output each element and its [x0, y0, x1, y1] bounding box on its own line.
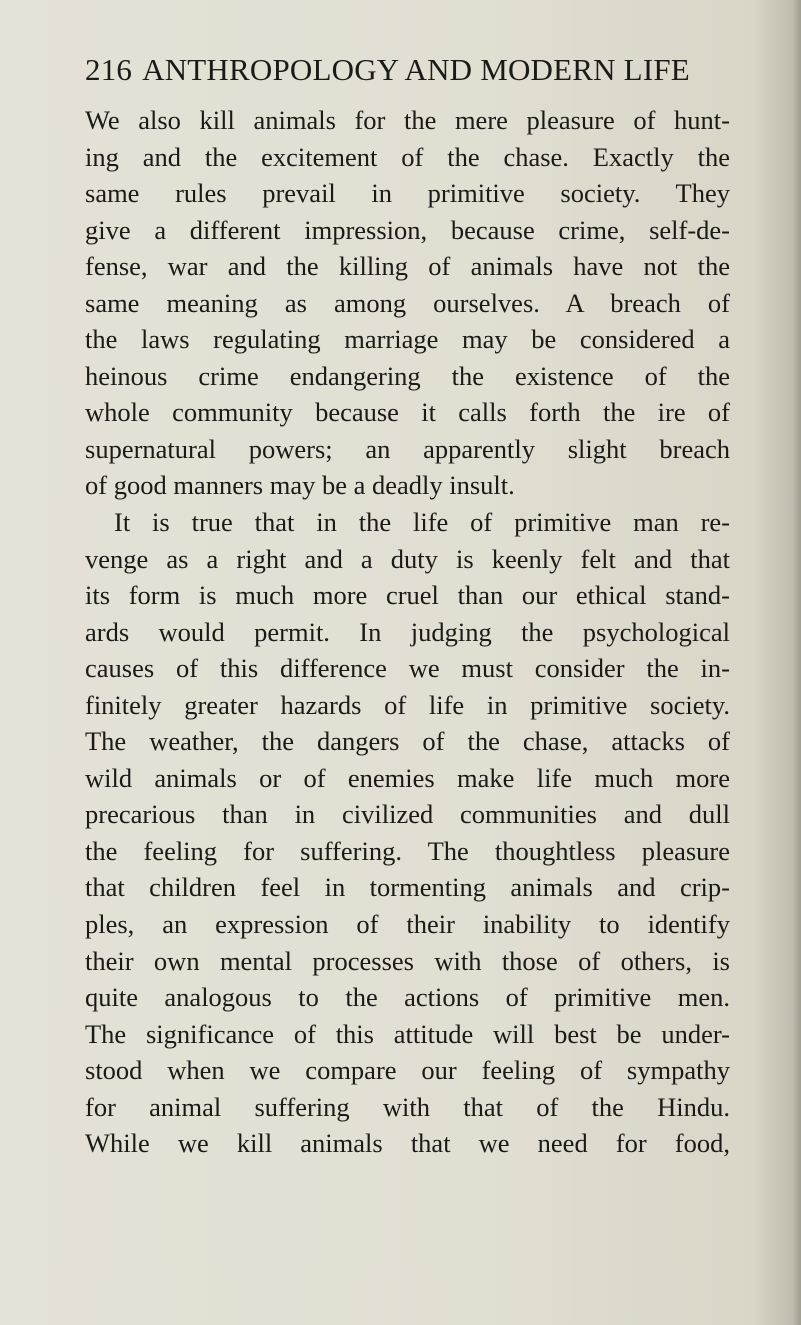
text-line: its form is much more cruel than our ethical stand-	[85, 580, 730, 611]
text-line: of good manners may be a deadly insult.	[85, 470, 515, 501]
text-line: precarious than in civilized communities and dull	[85, 799, 730, 830]
text-line: While we kill animals that we need for food,	[85, 1128, 730, 1159]
page-header	[85, 52, 725, 88]
running-head: ANTHROPOLOGY AND MODERN LIFE	[142, 52, 690, 87]
text-line: causes of this difference we must consider the in-	[85, 653, 730, 684]
text-line: We also kill animals for the mere pleasure of hunt-	[85, 105, 730, 135]
text-line: ples, an expression of their inability to identify	[85, 909, 730, 940]
text-line: the laws regulating marriage may be considered a	[85, 324, 730, 355]
text-line: ards would permit. In judging the psychological	[85, 616, 730, 647]
text-line: their own mental processes with those of others, is	[85, 945, 730, 976]
page-number: 216	[85, 52, 133, 87]
text-line: quite analogous to the actions of primitive men.	[85, 982, 730, 1013]
text-line: the feeling for suffering. The thoughtless pleasure	[85, 835, 730, 866]
text-line: that children feel in tormenting animals and crip-	[85, 872, 730, 903]
text-line: The significance of this attitude will best be under-	[85, 1018, 730, 1049]
text-line: ing and the excitement of the chase. Exactly the	[85, 141, 730, 172]
text-line: fense, war and the killing of animals have not the	[85, 251, 730, 282]
text-line: for animal suffering with that of the Hindu.	[85, 1091, 730, 1122]
body-text	[85, 102, 730, 1162]
text-line: same rules prevail in primitive society. They	[85, 178, 730, 209]
page-edge-shadow	[793, 0, 801, 1325]
text-line: The weather, the dangers of the chase, attacks of	[85, 726, 730, 757]
text-line: whole community because it calls forth the ire of	[85, 397, 730, 428]
text-line: give a different impression, because crime, self-de-	[85, 214, 730, 245]
text-line: heinous crime endangering the existence of the	[85, 360, 730, 391]
text-line: wild animals or of enemies make life much more	[85, 762, 730, 793]
text-line: supernatural powers; an apparently slight breach	[85, 433, 730, 464]
text-line: same meaning as among ourselves. A breach of	[85, 287, 730, 318]
paragraph-1	[85, 102, 730, 504]
text-line: finitely greater hazards of life in primitive society.	[85, 689, 730, 720]
text-line: stood when we compare our feeling of sympathy	[85, 1055, 730, 1086]
paragraph-2	[85, 504, 730, 1162]
text-line: venge as a right and a duty is keenly felt and that	[85, 543, 730, 574]
text-line: It is true that in the life of primitive man re-	[114, 507, 730, 538]
